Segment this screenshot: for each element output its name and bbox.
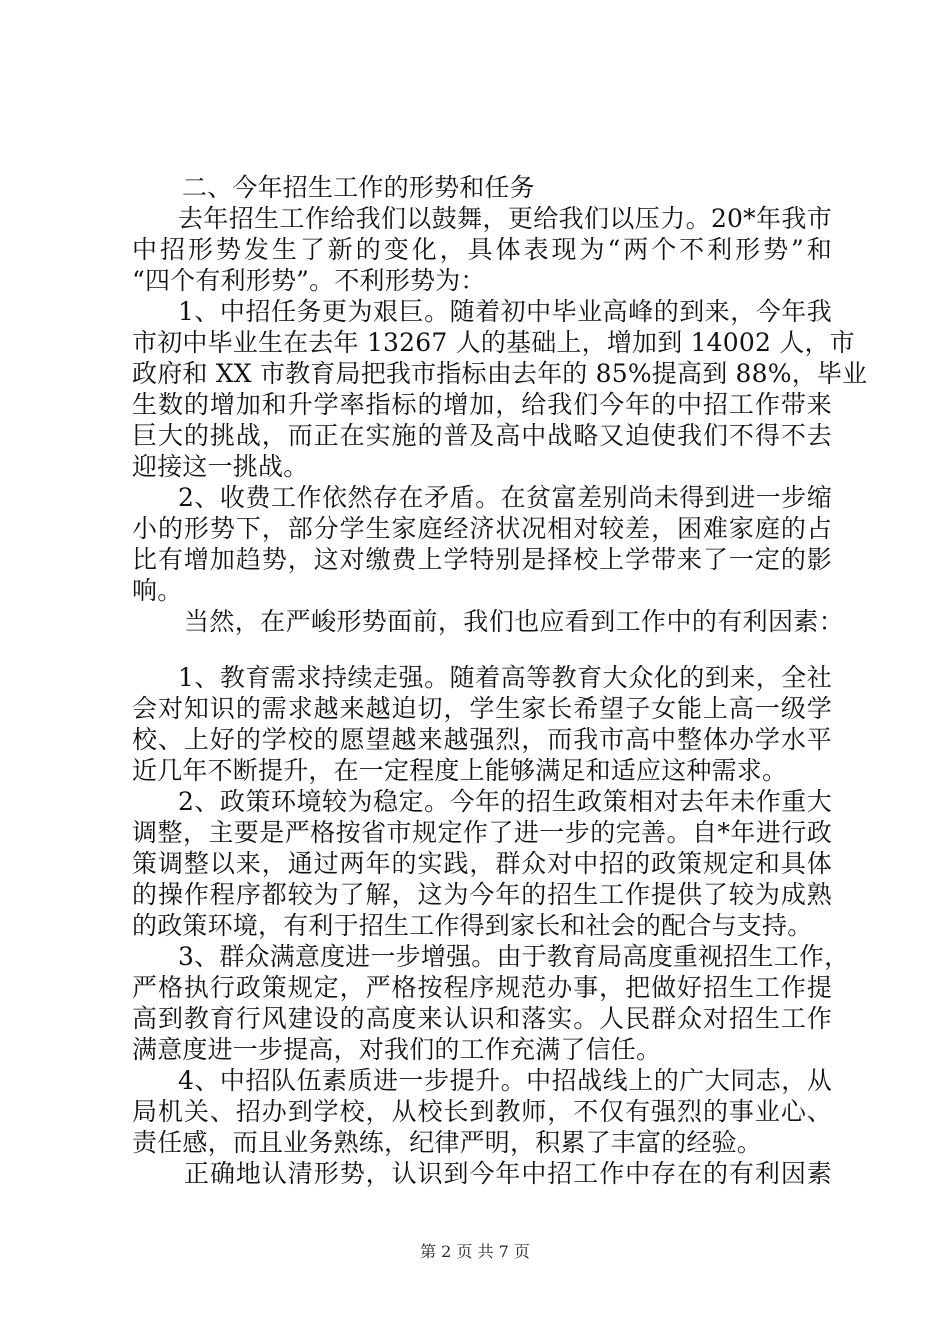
paragraph-line: 的操作程序都较为了解，这为今年的招生工作提供了较为成熟 (132, 880, 832, 909)
paragraph-line: 正确地认清形势，认识到今年中招工作中存在的有利因素 (184, 1159, 832, 1188)
paragraph-line: 市初中毕业生在去年 13267 人的基础上，增加到 14002 人，市 (132, 328, 855, 357)
paragraph-line: 校、上好的学校的愿望越来越强烈，而我市高中整体办学水平 (132, 725, 832, 754)
paragraph-line: 责任感，而且业务熟练，纪律严明，积累了丰富的经验。 (132, 1128, 763, 1157)
paragraph-line: 高到教育行风建设的高度来认识和落实。人民群众对招生工作 (132, 1004, 832, 1033)
paragraph-line: 1、教育需求持续走强。随着高等教育大众化的到来，全社 (178, 663, 832, 692)
paragraph-line: 中招形势发生了新的变化，具体表现为“两个不利形势”和 (132, 235, 832, 264)
paragraph-line: 当然，在严峻形势面前，我们也应看到工作中的有利因素： (184, 607, 844, 636)
paragraph-line: 迎接这一挑战。 (132, 452, 309, 481)
paragraph-line: 满意度进一步提高，对我们的工作充满了信任。 (132, 1035, 662, 1064)
paragraph-line: 的政策环境，有利于招生工作得到家长和社会的配合与支持。 (132, 911, 813, 940)
section-heading: 二、今年招生工作的形势和任务 (182, 173, 535, 202)
paragraph-line: 近几年不断提升，在一定程度上能够满足和适应这种需求。 (132, 756, 788, 785)
paragraph-line: 会对知识的需求越来越迫切，学生家长希望子女能上高一级学 (132, 694, 832, 723)
paragraph-line: 1、中招任务更为艰巨。随着初中毕业高峰的到来，今年我 (178, 297, 832, 326)
paragraph-line: 策调整以来，通过两年的实践，群众对中招的政策规定和具体 (132, 849, 832, 878)
paragraph-line: 调整，主要是严格按省市规定作了进一步的完善。自*年进行政 (132, 818, 832, 847)
paragraph-line: 比有增加趋势，这对缴费上学特别是择校上学带来了一定的影 (132, 545, 832, 574)
paragraph-line: 巨大的挑战，而正在实施的普及高中战略又迫使我们不得不去 (132, 421, 832, 450)
paragraph-line: 政府和 XX 市教育局把我市指标由去年的 85%提高到 88%，毕业 (132, 359, 868, 388)
paragraph-line: 小的形势下，部分学生家庭经济状况相对较差，困难家庭的占 (132, 514, 832, 543)
paragraph-line: 响。 (132, 576, 183, 605)
paragraph-line: “四个有利形势”。不利形势为： (132, 266, 486, 295)
paragraph-line: 3、群众满意度进一步增强。由于教育局高度重视招生工作， (178, 942, 850, 971)
paragraph-line: 生数的增加和升学率指标的增加，给我们今年的中招工作带来 (132, 390, 832, 419)
paragraph-line: 2、收费工作依然存在矛盾。在贫富差别尚未得到进一步缩 (178, 483, 832, 512)
paragraph-line: 局机关、招办到学校，从校长到教师，不仅有强烈的事业心、 (132, 1097, 832, 1126)
paragraph-line: 去年招生工作给我们以鼓舞，更给我们以压力。20*年我市 (178, 204, 832, 233)
paragraph-line: 2、政策环境较为稳定。今年的招生政策相对去年未作重大 (178, 787, 832, 816)
page-footer: 第 2 页 共 7 页 (420, 1242, 530, 1261)
paragraph-line: 4、中招队伍素质进一步提升。中招战线上的广大同志，从 (178, 1066, 832, 1095)
paragraph-line: 严格执行政策规定，严格按程序规范办事，把做好招生工作提 (132, 973, 832, 1002)
